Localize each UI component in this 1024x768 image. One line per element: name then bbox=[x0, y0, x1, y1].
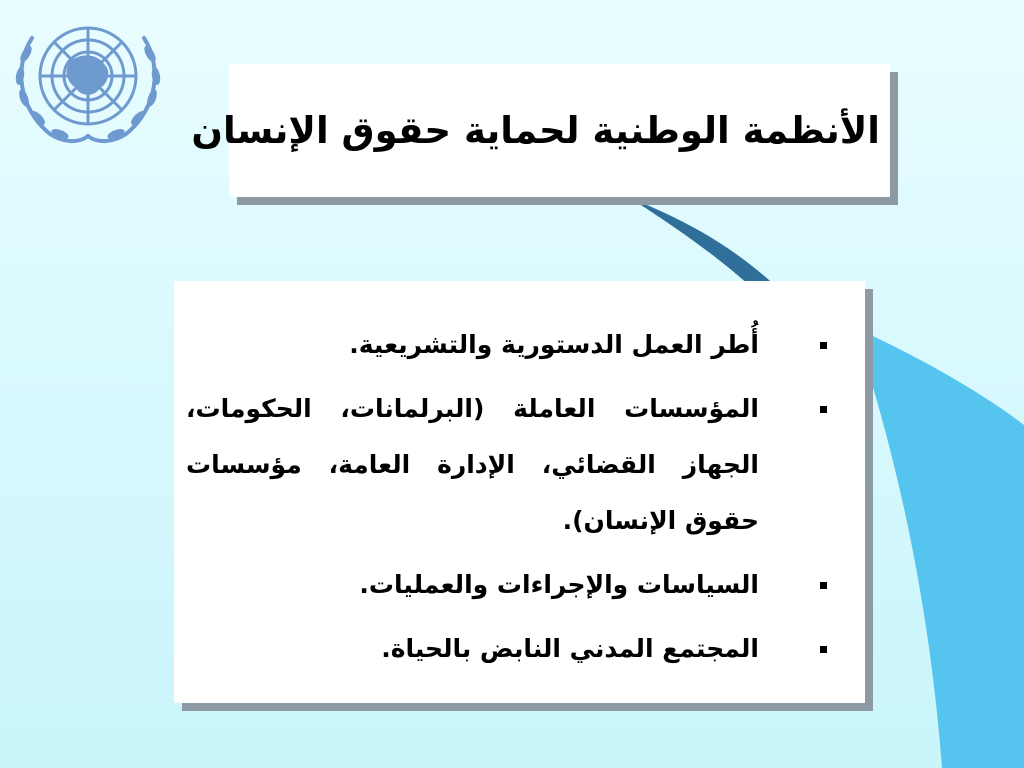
bullet-text: المؤسسات العاملة (البرلمانات، الحكومات، الجهاز القضائي، الإدارة العامة، مؤسسات حقوق الإنسان). bbox=[186, 394, 759, 535]
bullet-list bbox=[186, 317, 835, 677]
bullet-square-icon bbox=[820, 646, 827, 653]
light-swoosh-shape bbox=[860, 330, 1024, 768]
bullet-text: أُطر العمل الدستورية والتشريعية. bbox=[349, 330, 759, 359]
right-leaf-2 bbox=[150, 66, 161, 85]
slide-title: الأنظمة الوطنية لحماية حقوق الإنسان bbox=[191, 109, 880, 152]
bullet-item bbox=[186, 557, 835, 613]
bullet-text: المجتمع المدني النابض بالحياة. bbox=[381, 634, 759, 663]
bullet-square-icon bbox=[820, 342, 827, 349]
bullet-square-icon bbox=[820, 406, 827, 413]
bullet-square-icon bbox=[820, 582, 827, 589]
bullet-item bbox=[186, 381, 835, 549]
slide-content-box bbox=[174, 281, 865, 703]
bullet-item bbox=[186, 317, 835, 373]
slide-title-box bbox=[191, 64, 890, 197]
left-leaf-2 bbox=[14, 66, 25, 85]
un-emblem-icon bbox=[8, 8, 168, 148]
bullet-text: السياسات والإجراءات والعمليات. bbox=[359, 570, 759, 599]
bullet-item bbox=[186, 621, 835, 677]
